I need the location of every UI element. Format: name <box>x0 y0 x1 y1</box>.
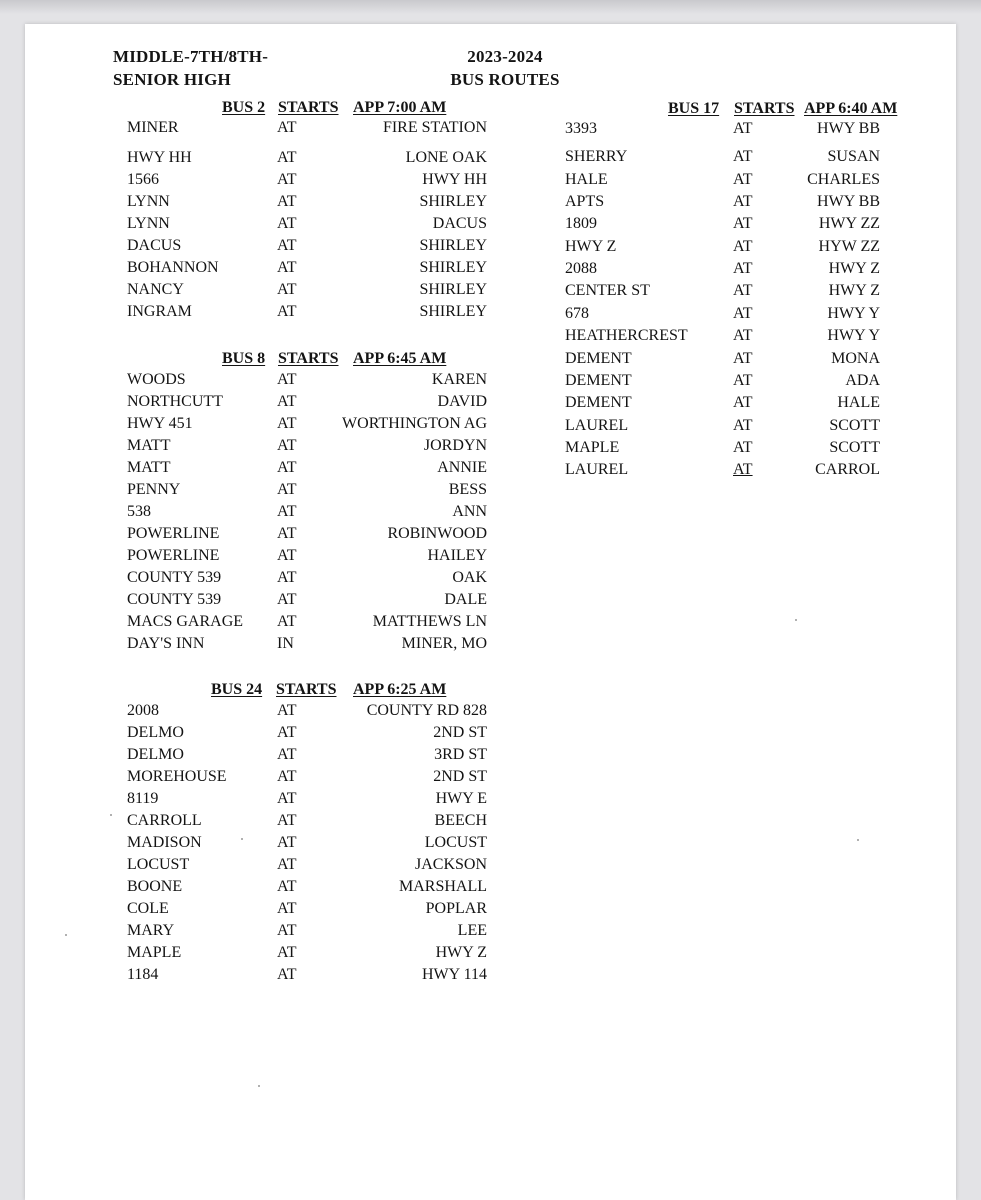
stop-road: 1184 <box>127 966 159 983</box>
stop-road: 678 <box>565 305 589 322</box>
scan-speck <box>110 814 112 816</box>
stop-relation: AT <box>277 215 297 232</box>
stop-road: COUNTY 539 <box>127 591 222 608</box>
stop-cross-street: MONA <box>831 350 880 367</box>
route-stop-row <box>127 723 487 743</box>
stop-road: HALE <box>565 171 608 188</box>
stop-cross-street: ROBINWOOD <box>387 525 487 542</box>
stop-cross-street: HWY BB <box>817 193 880 210</box>
stop-road: INGRAM <box>127 303 192 320</box>
route-stop-row <box>127 833 487 853</box>
stop-cross-street: DACUS <box>432 215 487 232</box>
stop-road: MATT <box>127 437 171 454</box>
route-stop-row <box>127 701 487 721</box>
route-stop-row <box>127 258 487 278</box>
stop-relation: AT <box>277 702 297 719</box>
stop-road: PENNY <box>127 481 181 498</box>
route-header-time: APP 7:00 AM <box>353 99 447 116</box>
stop-cross-street: 3RD ST <box>434 746 487 763</box>
route-header-time: APP 6:40 AM <box>804 100 898 117</box>
stop-road: COUNTY 539 <box>127 569 222 586</box>
route-header-bus: BUS 24 <box>211 681 263 698</box>
stop-road: HWY HH <box>127 149 192 166</box>
stop-cross-street: OAK <box>452 569 487 586</box>
stop-cross-street: ANNIE <box>437 459 487 476</box>
route-stop-row <box>565 416 880 436</box>
route-stop-row <box>127 214 487 234</box>
route-stop-row <box>127 811 487 831</box>
stop-relation: AT <box>277 966 297 983</box>
scan-speck <box>795 619 797 621</box>
stop-cross-street: MARSHALL <box>398 878 487 895</box>
stop-cross-street: SHIRLEY <box>419 237 487 254</box>
stop-relation: AT <box>277 746 297 763</box>
stop-cross-street: SCOTT <box>829 439 880 456</box>
stop-road: 2088 <box>565 260 597 277</box>
stop-relation: AT <box>733 327 753 344</box>
route-stop-row <box>127 877 487 897</box>
stop-cross-street: HWY Y <box>827 305 880 322</box>
route-stop-row <box>127 118 487 138</box>
route-stop-row <box>127 280 487 300</box>
stop-road: MATT <box>127 459 171 476</box>
stop-relation: AT <box>277 415 297 432</box>
stop-relation: AT <box>733 193 753 210</box>
stop-cross-street: SHIRLEY <box>419 193 487 210</box>
stop-cross-street: LEE <box>457 922 487 939</box>
route-stop-row <box>127 524 487 544</box>
route-stop-row <box>127 170 487 190</box>
stop-relation: AT <box>277 281 297 298</box>
route-stop-row <box>565 349 880 369</box>
stop-road: HWY Z <box>565 238 617 255</box>
stop-relation: AT <box>277 525 297 542</box>
route-stop-row <box>127 745 487 765</box>
stop-cross-street: BESS <box>448 481 487 498</box>
route-header-time: APP 6:45 AM <box>353 350 447 367</box>
stop-cross-street: SHIRLEY <box>419 281 487 298</box>
stop-cross-street: POPLAR <box>425 900 487 917</box>
stop-road: HWY 451 <box>127 415 193 432</box>
scan-speck <box>258 1085 260 1087</box>
stop-cross-street: MATTHEWS LN <box>372 613 487 630</box>
stop-relation: AT <box>277 171 297 188</box>
stop-relation: AT <box>733 350 753 367</box>
stop-road: MINER <box>127 119 179 136</box>
stop-road: 538 <box>127 503 151 520</box>
stop-cross-street: ADA <box>845 372 880 389</box>
route-stop-row <box>127 855 487 875</box>
stop-road: MARY <box>127 922 175 939</box>
route-stop-row <box>127 789 487 809</box>
stop-relation: AT <box>733 282 753 299</box>
stop-cross-street: HWY Z <box>828 282 880 299</box>
route-header-time: APP 6:25 AM <box>353 681 447 698</box>
stop-cross-street: LONE OAK <box>405 149 487 166</box>
route-stop-row <box>565 147 880 167</box>
route-stop-row <box>565 460 880 480</box>
stop-road: DEMENT <box>565 372 632 389</box>
stop-road: LYNN <box>127 215 170 232</box>
stop-relation: AT <box>733 260 753 277</box>
route-stop-row <box>127 502 487 522</box>
stop-road: NANCY <box>127 281 184 298</box>
stop-cross-street: SCOTT <box>829 417 880 434</box>
stop-relation: AT <box>277 856 297 873</box>
stop-road: DAY'S INN <box>127 635 205 652</box>
stop-road: BOHANNON <box>127 259 219 276</box>
stop-relation: AT <box>733 215 753 232</box>
stop-relation: AT <box>277 878 297 895</box>
stop-cross-street: SHIRLEY <box>419 259 487 276</box>
stop-cross-street: HYW ZZ <box>818 238 880 255</box>
stop-road: MAPLE <box>127 944 182 961</box>
route-header-starts: STARTS <box>278 350 339 367</box>
stop-relation: AT <box>277 193 297 210</box>
stop-cross-street: CARROL <box>815 461 880 478</box>
stop-relation: AT <box>733 148 753 165</box>
stop-relation: AT <box>277 303 297 320</box>
route-stop-row <box>127 590 487 610</box>
stop-cross-street: HWY HH <box>422 171 487 188</box>
stop-road: 2008 <box>127 702 159 719</box>
stop-road: LAUREL <box>565 461 629 478</box>
stop-cross-street: COUNTY RD 828 <box>366 702 487 719</box>
stop-relation: AT <box>277 812 297 829</box>
stop-cross-street: 2ND ST <box>433 768 487 785</box>
stop-cross-street: SHIRLEY <box>419 303 487 320</box>
route-stop-row <box>127 546 487 566</box>
route-stop-row <box>127 480 487 500</box>
route-header-starts: STARTS <box>278 99 339 116</box>
route-stop-row <box>565 393 880 413</box>
scan-speck <box>241 838 243 840</box>
stop-cross-street: FIRE STATION <box>382 119 487 136</box>
route-stop-row <box>127 414 487 434</box>
stop-cross-street: WORTHINGTON AG <box>342 415 487 432</box>
stop-cross-street: HWY 114 <box>421 966 487 983</box>
route-stop-row <box>127 370 487 390</box>
route-stop-row <box>127 148 487 168</box>
stop-road: MADISON <box>127 834 202 851</box>
stop-road: HEATHERCREST <box>565 327 688 344</box>
stop-cross-street: HAILEY <box>427 547 487 564</box>
stop-relation: AT <box>733 439 753 456</box>
stop-road: LYNN <box>127 193 170 210</box>
stop-relation: AT <box>277 724 297 741</box>
route-stop-row <box>127 899 487 919</box>
route-stop-row <box>127 458 487 478</box>
stop-cross-street: DAVID <box>437 393 487 410</box>
route-stop-row <box>127 921 487 941</box>
stop-cross-street: DALE <box>444 591 487 608</box>
stop-road: DACUS <box>127 237 182 254</box>
stop-relation: AT <box>277 481 297 498</box>
school-level-heading <box>113 45 268 91</box>
stop-road: LAUREL <box>565 417 629 434</box>
route-header-bus: BUS 2 <box>222 99 266 116</box>
stop-road: DELMO <box>127 746 184 763</box>
route-stop-row <box>127 236 487 256</box>
route-stop-row <box>127 568 487 588</box>
stop-road: COLE <box>127 900 169 917</box>
stop-cross-street: HWY Z <box>828 260 880 277</box>
stop-road: POWERLINE <box>127 525 220 542</box>
route-stop-row <box>565 214 880 234</box>
stop-cross-street: 2ND ST <box>433 724 487 741</box>
scan-speck <box>65 934 67 936</box>
scan-speck <box>857 839 859 841</box>
stop-road: POWERLINE <box>127 547 220 564</box>
route-stop-row <box>127 634 487 654</box>
stop-relation: AT <box>277 237 297 254</box>
stop-road: BOONE <box>127 878 183 895</box>
stop-road: DEMENT <box>565 394 632 411</box>
stop-relation: AT <box>277 547 297 564</box>
stop-relation: AT <box>277 503 297 520</box>
route-stop-row <box>565 259 880 279</box>
stop-road: CARROLL <box>127 812 202 829</box>
stop-relation: AT <box>277 768 297 785</box>
stop-cross-street: HWY Z <box>435 944 487 961</box>
stop-relation: AT <box>733 305 753 322</box>
stop-relation: AT <box>277 944 297 961</box>
stop-cross-street: HWY E <box>435 790 487 807</box>
route-stop-row <box>127 612 487 632</box>
heading-line-2: SENIOR HIGH <box>113 70 231 89</box>
stop-cross-street: HWY ZZ <box>818 215 880 232</box>
route-stop-row <box>127 436 487 456</box>
stop-relation: AT <box>277 459 297 476</box>
stop-road: WOODS <box>127 371 186 388</box>
stop-road: DEMENT <box>565 350 632 367</box>
route-stop-row <box>565 119 880 139</box>
route-header-starts: STARTS <box>276 681 337 698</box>
route-stop-row <box>565 237 880 257</box>
stop-road: 3393 <box>565 120 597 137</box>
stop-relation: AT <box>277 790 297 807</box>
stop-relation: AT <box>277 834 297 851</box>
route-header-bus: BUS 17 <box>668 100 720 117</box>
stop-relation: AT <box>277 371 297 388</box>
stop-cross-street: SUSAN <box>827 148 880 165</box>
stop-relation: AT <box>277 900 297 917</box>
stop-cross-street: LOCUST <box>424 834 487 851</box>
stop-relation: AT <box>277 922 297 939</box>
route-stop-row <box>127 392 487 412</box>
stop-relation: AT <box>733 120 753 137</box>
stop-cross-street: HALE <box>837 394 880 411</box>
stop-cross-street: CHARLES <box>807 171 880 188</box>
stop-relation: AT <box>277 569 297 586</box>
stop-relation: AT <box>277 613 297 630</box>
stop-road: CENTER ST <box>565 282 650 299</box>
route-stop-row <box>565 281 880 301</box>
stop-relation: AT <box>277 119 297 136</box>
stop-relation: IN <box>277 635 294 652</box>
route-header-bus: BUS 8 <box>222 350 266 367</box>
stop-relation: AT <box>733 372 753 389</box>
stop-road: NORTHCUTT <box>127 393 223 410</box>
route-stop-row <box>565 192 880 212</box>
stop-cross-street: BEECH <box>434 812 487 829</box>
stop-road: 1809 <box>565 215 597 232</box>
route-stop-row <box>127 943 487 963</box>
stop-cross-street: ANN <box>452 503 487 520</box>
route-stop-row <box>565 170 880 190</box>
stop-road: SHERRY <box>565 148 628 165</box>
stop-relation: AT <box>277 437 297 454</box>
stop-road: MAPLE <box>565 439 620 456</box>
stop-cross-street: JORDYN <box>423 437 487 454</box>
stop-cross-street: KAREN <box>431 371 487 388</box>
school-year: 2023-2024 <box>467 47 543 66</box>
document-title <box>425 45 585 91</box>
stop-road: LOCUST <box>127 856 190 873</box>
document-page <box>25 24 956 1200</box>
stop-relation: AT <box>733 171 753 188</box>
stop-road: DELMO <box>127 724 184 741</box>
stop-road: APTS <box>565 193 605 210</box>
top-bar <box>0 0 981 14</box>
route-stop-row <box>565 371 880 391</box>
route-stop-row <box>565 438 880 458</box>
stop-road: 1566 <box>127 171 159 188</box>
stop-road: MOREHOUSE <box>127 768 227 785</box>
stop-relation: AT <box>277 259 297 276</box>
stop-relation: AT <box>277 149 297 166</box>
stop-relation: AT <box>733 238 753 255</box>
stop-cross-street: JACKSON <box>414 856 487 873</box>
heading-line-1: MIDDLE-7TH/8TH- <box>113 47 269 66</box>
title-text: BUS ROUTES <box>450 70 560 89</box>
stop-relation: AT <box>733 461 753 478</box>
route-stop-row <box>127 302 487 322</box>
stop-cross-street: HWY BB <box>817 120 880 137</box>
route-stop-row <box>127 767 487 787</box>
stop-relation: AT <box>733 394 753 411</box>
stop-relation: AT <box>733 417 753 434</box>
route-header-starts: STARTS <box>734 100 795 117</box>
stop-cross-street: HWY Y <box>827 327 880 344</box>
stop-road: MACS GARAGE <box>127 613 244 630</box>
route-stop-row <box>565 326 880 346</box>
stop-cross-street: MINER, MO <box>401 635 487 652</box>
stop-relation: AT <box>277 393 297 410</box>
stop-road: 8119 <box>127 790 159 807</box>
route-stop-row <box>127 192 487 212</box>
route-stop-row <box>127 965 487 985</box>
route-stop-row <box>565 304 880 324</box>
stop-relation: AT <box>277 591 297 608</box>
